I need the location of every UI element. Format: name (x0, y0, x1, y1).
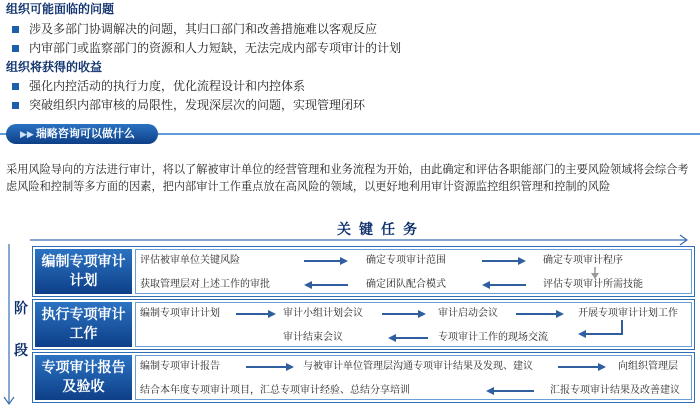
task-item: 结合本年度专项审计项目，汇总专项审计经验、总结分享培训 (140, 385, 410, 396)
task-item: 开展专项审计计划工作 (578, 308, 678, 319)
banner-label: 瑞略咨询可以做什么 (35, 127, 135, 140)
arrow-curve-icon (576, 320, 626, 342)
problem-item-text: 内审部门或监察部门的资源和人力短缺，无法完成内部专项审计的计划 (29, 41, 402, 55)
arrow-right-icon (382, 309, 426, 319)
task-item: 审计小组计划会议 (283, 308, 363, 319)
phase-execution-content (135, 302, 692, 347)
benefit-item (12, 98, 365, 112)
arrow-right-icon (236, 309, 276, 319)
phase-execution-title: 执行专项审计工作 (35, 302, 132, 347)
task-item: 获取管理层对上述工作的审批 (140, 279, 270, 290)
task-item: 评估专项审计所需技能 (543, 279, 643, 290)
phase-planning-content (135, 249, 692, 294)
phase-report-content (135, 355, 692, 400)
description-paragraph: 采用风险导向的方法进行审计，将以了解被审计单位的经营管理和业务流程为开始，由此确定和评估各职能部门的主要风险领域将会综合考虑风险和控制等多方面的因素，把内部审计工作重点放在高风险的领域，以更好地利用审计资源监控组织管理和控制的风险 (6, 163, 689, 193)
task-item: 向组织管理层 (618, 361, 678, 372)
task-item: 确定专项审计范围 (366, 255, 446, 266)
square-bullet-icon (12, 26, 19, 33)
stage-label: 阶 (14, 301, 28, 317)
task-item: 汇报专项审计结果及改善建议 (550, 385, 680, 396)
benefits-title: 组织将获得的收益 (6, 60, 103, 74)
square-bullet-icon (12, 83, 19, 90)
phase-report-title: 专项审计报告及验收 (35, 355, 132, 400)
task-item: 评估被审单位关键风险 (140, 255, 240, 266)
section-banner (6, 124, 158, 144)
arrow-right-icon (558, 362, 606, 372)
benefit-item-text: 强化内控活动的执行力度，优化流程设计和内控体系 (29, 79, 306, 93)
arrow-right-icon (304, 256, 348, 266)
benefit-item-text: 突破组织内部审核的局限性，发现深层次的问题，实现管理闭环 (29, 98, 366, 112)
problem-item (12, 22, 377, 36)
arrow-left-icon (486, 386, 534, 396)
square-bullet-icon (12, 45, 19, 52)
task-item: 审计结束会议 (283, 332, 343, 343)
square-bullet-icon (12, 102, 19, 109)
task-item: 编制专项审计计划 (140, 308, 220, 319)
arrow-left-icon (304, 280, 348, 290)
arrow-right-icon (516, 309, 564, 319)
arrow-right-icon (482, 256, 526, 266)
problem-item (12, 41, 401, 55)
phase-planning-title: 编制专项审计计划 (35, 249, 132, 294)
benefit-item (12, 79, 305, 93)
stage-axis-arrow (2, 244, 16, 410)
problems-title: 组织可能面临的问题 (6, 2, 115, 16)
task-item: 编制专项审计报告 (140, 361, 220, 372)
key-tasks-axis-arrow (30, 234, 694, 246)
key-tasks-title: 关键任务 (337, 222, 425, 238)
arrow-left-icon (482, 280, 526, 290)
task-item: 审计启动会议 (438, 308, 498, 319)
problem-item-text: 涉及多部门协调解决的问题，其归口部门和改善措施难以客观反应 (29, 22, 378, 36)
arrow-down-icon (590, 267, 600, 279)
arrow-left-icon (388, 333, 428, 343)
task-item: 专项审计工作的现场交流 (438, 332, 548, 343)
stage-label: 段 (14, 343, 28, 359)
double-chevron-icon: ▶▶ (20, 130, 34, 140)
arrow-right-icon (246, 362, 294, 372)
task-item: 确定专项审计程序 (543, 255, 623, 266)
task-item: 确定团队配合模式 (366, 279, 446, 290)
task-item: 与被审计单位管理层沟通专项审计结果及发现、建议 (303, 361, 533, 372)
